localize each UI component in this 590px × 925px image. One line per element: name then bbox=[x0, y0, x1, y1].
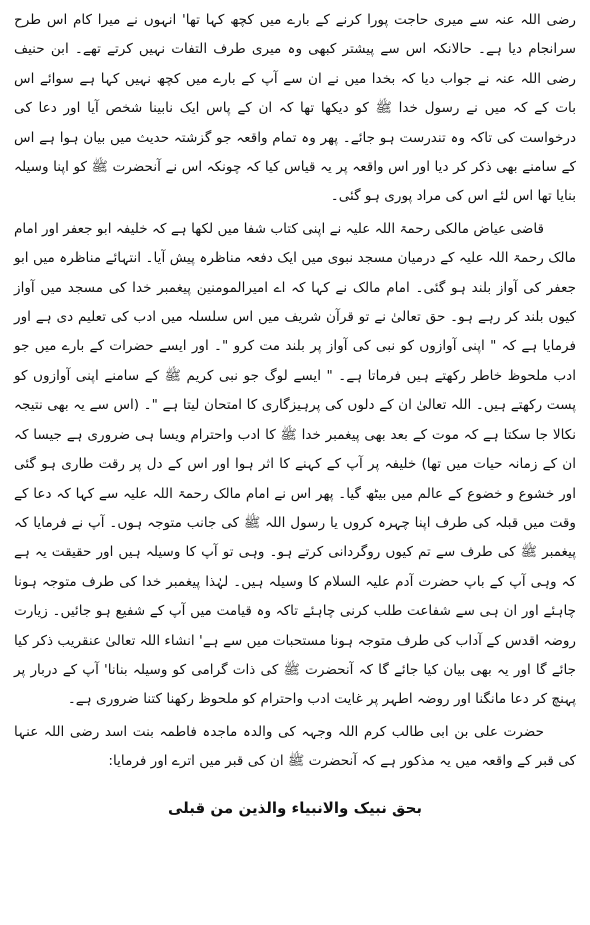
paragraph-1: رضی اللہ عنہ سے میری حاجت پورا کرنے کے بارے میں کچھ کہا تھا' انہوں نے میرا کام اس طرح سرانجام دیا ہے۔ حالانکہ اس سے پیشتر کبھی وہ میری طرف التفات نہیں کرتے تھے۔ ابن حنیف رضی اللہ عنہ نے جواب دیا کہ بخدا میں نے ان سے آپ کے بارے میں کچھ نہیں کہا ہے سوائے اس بات کے کہ میں نے رسول خدا ﷺ کو دیکھا تھا کہ ان کے پاس ایک نابینا شخص آیا اور دعا کی درخواست کی تاکہ وہ تندرست ہو جائے۔ پھر وہ تمام واقعہ جو گزشتہ حدیث میں بیان ہوا ہے اس کے سامنے بھی ذکر کر دیا اور اس واقعہ پر یہ قیاس کیا کہ چونکہ اس نے آنحضرت ﷺ کو اپنا وسیلہ بنایا تھا اس لئے اس کی مراد پوری ہو گئی۔ bbox=[14, 12, 576, 205]
paragraph-2: قاضی عیاض مالکی رحمۃ اللہ علیہ نے اپنی کتاب شفا میں لکھا ہے کہ خلیفہ ابو جعفر اور امام مالک رحمۃ اللہ علیہ کے درمیان مسجد نبوی میں ایک دفعہ مناظرہ پیش آیا۔ انتہائے مناظرہ میں ابو جعفر کی آواز بلند ہو گئی۔ امام مالک نے کہا کہ اے امیرالمومنین پیغمبر خدا کی مسجد میں آواز کیوں بلند کر رہے ہو۔ حق تعالیٰ نے تو قرآن شریف میں اس سلسلہ میں ادب کی تعلیم دی ہے اور فرمایا ہے کہ " اپنی آوازوں کو نبی کی آواز پر بلند مت کرو "۔ اور ایسے حضرات کے بارے میں جو ادب ملحوظ خاطر رکھتے ہیں فرماتا ہے۔ " ایسے لوگ جو نبی کریم ﷺ کے سامنے اپنی آوازوں کو پست رکھتے ہیں۔ اللہ تعالیٰ ان کے دلوں کی پرہیزگاری کا امتحان لیتا ہے "۔ (اس سے یہ بھی نتیجہ نکالا جا سکتا ہے کہ موت کے بعد بھی پیغمبر خدا ﷺ کا ادب واحترام ویسا ہی ضروری ہے جیسا کہ ان کے زمانہ حیات میں تھا) خلیفہ پر آپ کے کہنے کا اثر ہوا اور اس کے دل پر رقت طاری ہو گئی اور خشوع و خضوع کے عالم میں بیٹھ گیا۔ پھر اس نے امام مالک رحمۃ اللہ علیہ سے کہا کہ دعا کے وقت میں قبلہ کی طرف اپنا چہرہ کروں یا رسول اللہ ﷺ کی جانب متوجہ ہوں۔ آپ نے فرمایا کہ پیغمبر ﷺ کی طرف سے تم کیوں روگردانی کرتے ہو۔ وہی تو آپ کا وسیلہ ہیں اور حقیقت یہ ہے کہ وہی آپ کے باپ حضرت آدم علیہ السلام کا وسیلہ ہیں۔ لہٰذا پیغمبر خدا کی طرف متوجہ ہونا چاہئے اور ان ہی سے شفاعت طلب کرنی چاہئے تاکہ وہ قیامت میں آپ کے شفیع ہو جائیں۔ زیارت روضہ اقدس کے آداب کی طرف متوجہ ہونا مستحبات میں سے ہے' انشاء اللہ تعالیٰ عنقریب ذکر کیا جائے گا اور یہ بھی بیان کیا جائے گا کہ آنحضرت ﷺ کی ذات گرامی کو وسیلہ بنانا' آپ کے دربار پر پہنچ کر دعا مانگنا اور روضہ اطہر پر غایت ادب واحترام کو ملحوظ رکھنا کتنا ضروری ہے۔ bbox=[14, 220, 576, 708]
paragraph-3: حضرت علی بن ابی طالب کرم اللہ وجہہ کی والدہ ماجدہ فاطمہ بنت اسد رضی اللہ عنہا کی قبر کے واقعہ میں یہ مذکور ہے کہ آنحضرت ﷺ ان کی قبر میں اترے اور فرمایا: bbox=[14, 723, 576, 770]
arabic-verse: بحق نبیک والانبیاء والذین من قبلی bbox=[167, 798, 423, 817]
document-page bbox=[14, 6, 576, 918]
